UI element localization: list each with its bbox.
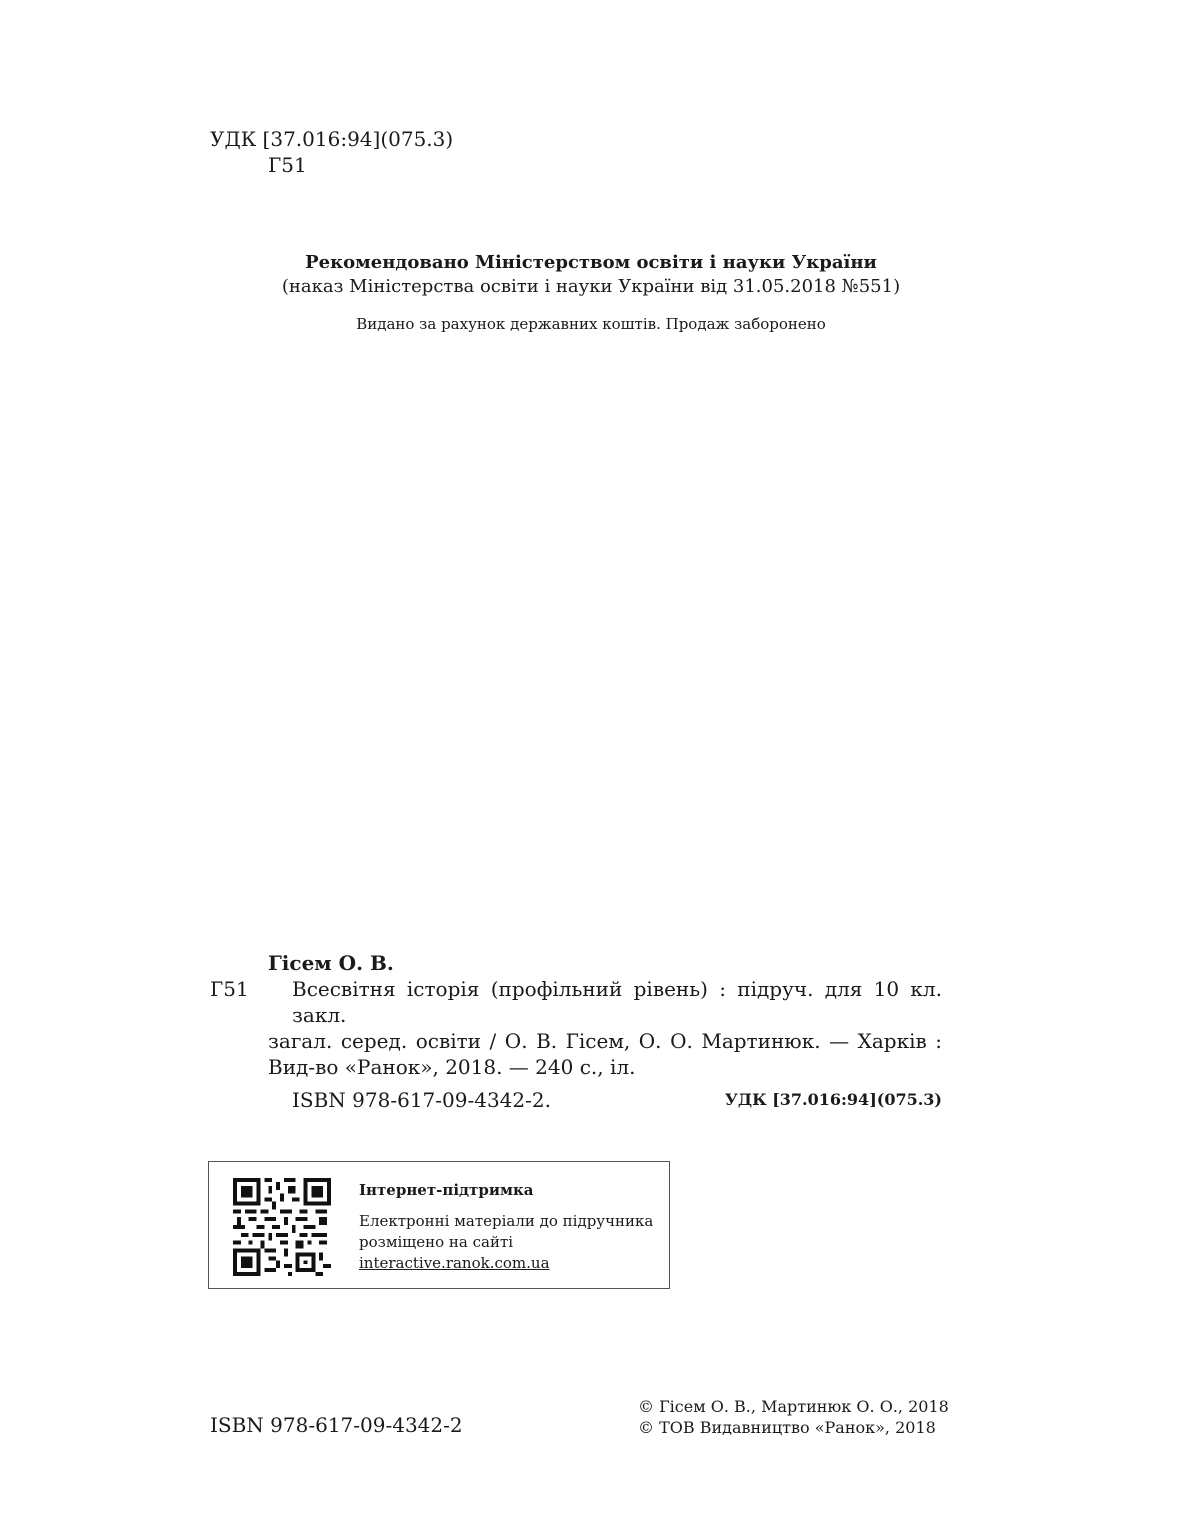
record-line-1: Всесвітня історія (профільний рівень) : підруч. для 10 кл. закл. <box>292 977 942 1027</box>
copyright-publisher: © ТОВ Видавництво «Ранок», 2018 <box>638 1418 936 1437</box>
copyright-authors: © Гісем О. В., Мартинюк О. О., 2018 <box>638 1397 949 1416</box>
record-line-2: загал. серед. освіти / О. В. Гісем, О. О. Мартинюк. — Харків : <box>268 1029 942 1053</box>
copyright-block <box>638 1396 949 1438</box>
support-text <box>359 1180 653 1274</box>
record-udk: УДК [37.016:94](075.3) <box>724 1090 942 1109</box>
recommendation-order: (наказ Міністерства освіти і науки України від 31.05.2018 №551) <box>281 276 901 297</box>
recommendation-title: Рекомендовано Міністерством освіти і науки України <box>305 252 877 273</box>
author-code: Г51 <box>268 153 307 177</box>
qr-code-icon <box>233 1178 331 1276</box>
record-author: Гісем О. В. <box>268 951 394 975</box>
record-isbn: ISBN 978-617-09-4342-2. <box>292 1088 551 1112</box>
udk-code: УДК [37.016:94](075.3) <box>210 127 454 151</box>
support-link[interactable]: interactive.ranok.com.ua <box>359 1254 550 1272</box>
support-title: Інтернет-підтримка <box>359 1181 534 1199</box>
record-code: Г51 <box>210 977 249 1001</box>
support-line-1: Електронні матеріали до підручника <box>359 1212 654 1230</box>
udk-header <box>210 126 453 178</box>
footer-isbn: ISBN 978-617-09-4342-2 <box>210 1413 463 1437</box>
funding-note: Видано за рахунок державних коштів. Продаж заборонено <box>356 315 826 333</box>
record-line-3: Вид-во «Ранок», 2018. — 240 с., іл. <box>268 1055 636 1079</box>
internet-support-box <box>208 1161 670 1289</box>
support-line-2: розміщено на сайті <box>359 1233 514 1251</box>
bibliographic-record <box>210 950 942 1113</box>
